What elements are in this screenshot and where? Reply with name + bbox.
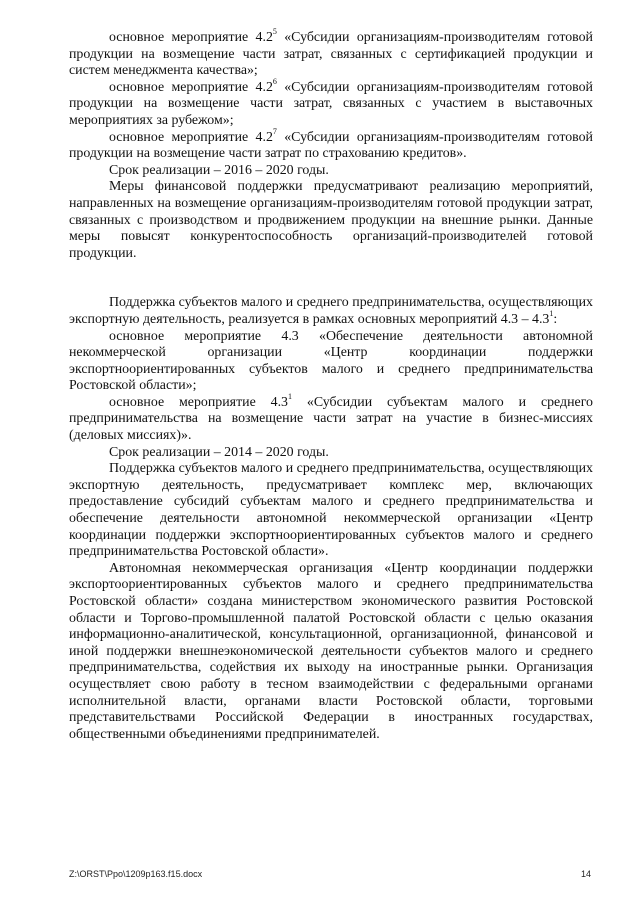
document-body bbox=[69, 27, 594, 743]
page-footer bbox=[69, 866, 593, 880]
paragraph-measure-4-2-7: основное мероприятие $4.2^7$ «Субсидии организациям-производителям готовой продукции на возмещение части затрат по страхованию кредитов». bbox=[69, 126, 593, 162]
paragraph-period-2014-2020: Срок реализации – 2014 – 2020 годы. bbox=[109, 444, 329, 460]
paragraph-sme-measures: Поддержка субъектов малого и среднего предпринимательства, осуществляющих экспортную деятельность, предусматривает комплекс мер, включающих предоставление субсидий субъектам малого и среднего предпринимательства и обеспечение деятельности автономной некоммерческой организации «Центр координации поддержки экспортноориентированных субъектов малого и среднего предпринимательства Ростовской области». bbox=[69, 461, 593, 560]
paragraph-measure-4-3: основное мероприятие 4.3 «Обеспечение деятельности автономной некоммерческой организации «Центр координации поддержки экспортноориентированных субъектов малого и среднего предпринимательства Ростовской области»; bbox=[69, 328, 593, 394]
paragraph-period-2016-2020: Срок реализации – 2016 – 2020 годы. bbox=[109, 162, 329, 178]
paragraph-measure-4-2-6: основное мероприятие $4.2^6$ «Субсидии организациям-производителям готовой продукции на возмещение части затрат, связанных с участием в выставочных мероприятиях за рубежом»; bbox=[69, 77, 593, 128]
footer-file-path: Z:\ORST\Ppo\1209p163.f15.docx bbox=[69, 869, 203, 879]
page-number: 14 bbox=[580, 869, 591, 879]
paragraph-spacer bbox=[69, 262, 593, 295]
paragraph-autonomous-organization: Автономная некоммерческая организация «Центр координации поддержки экспортоориентированных субъектов малого и среднего предпринимательства Ростовской области» создана министерством экономического развития Ростовской области и Торгово-промышленной палатой Ростовской области с целью оказания информационно-аналитической, консультационной, организационной, финансовой и иной поддержки внешнеэкономической деятельности субъектов малого и среднего предпринимательства, содействия их выходу на иностранные рынки. Организация осуществляет свою работу в тесном взаимодействии с федеральными органами исполнительной власти, органами власти Ростовской области, торговыми представительствами Российской Федерации в иностранных государствах, общественными объединениями предпринимателей. bbox=[69, 560, 593, 742]
paragraph-measure-4-3-1: основное мероприятие $4.3^1$ «Субсидии субъектам малого и среднего предпринимательства на возмещение части затрат на участие в бизнес-миссиях (деловых миссиях)». bbox=[69, 392, 594, 444]
paragraph-measure-4-2-5: основное мероприятие $4.2^5$ «Субсидии организациям-производителям готовой продукции на возмещение части затрат, связанных с сертификацией продукции и систем менеджмента качества»; bbox=[69, 27, 593, 79]
paragraph-sme-support: Поддержка субъектов малого и среднего предпринимательства, осуществляющих экспортную деятельность, реализуется в рамках основных мероприятий $4.3 - 4.3^1$: bbox=[69, 295, 593, 327]
paragraph-financial-support: Меры финансовой поддержки предусматривают реализацию мероприятий, направленных на возмещение организациям-производителям готовой продукции затрат, связанных с производством и продвижением продукции на внешние рынки. Данные меры повысят конкурентоспособность организаций-производителей готовой продукции. bbox=[69, 179, 593, 261]
